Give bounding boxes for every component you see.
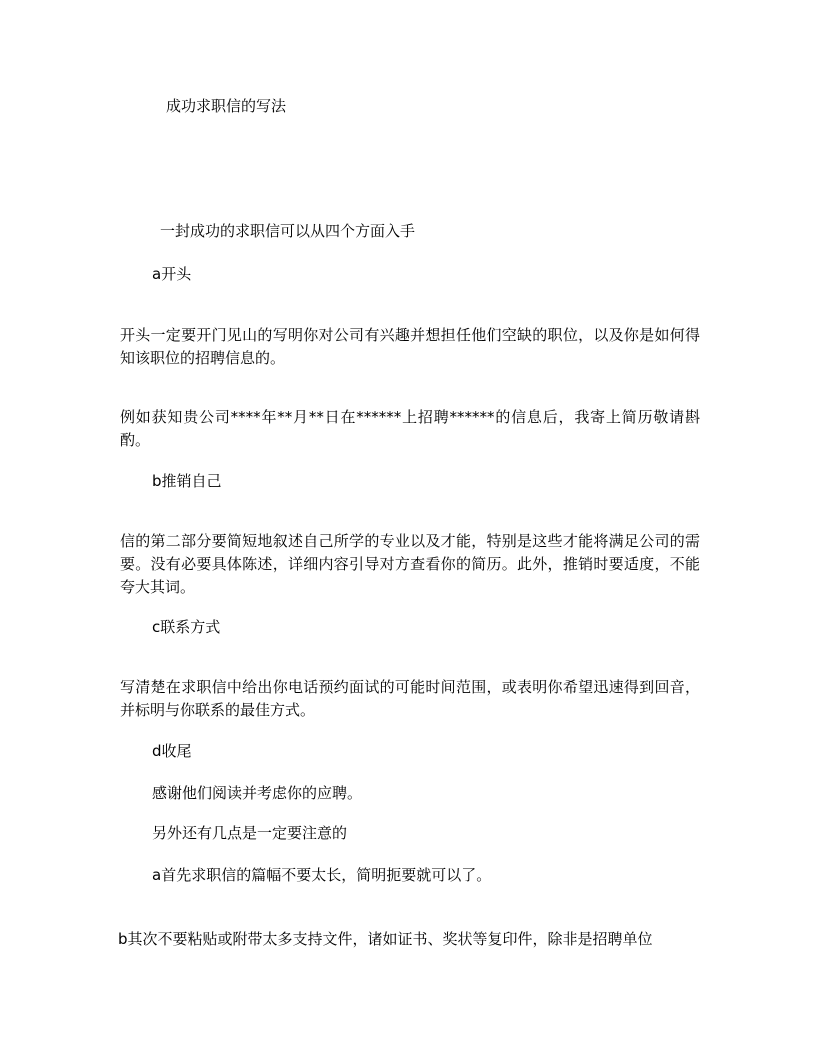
intro-line: 一封成功的求职信可以从四个方面入手 <box>160 222 416 240</box>
section-b-heading: b推销自己 <box>152 472 222 490</box>
section-a-paragraph-1: 开头一定要开门见山的写明你对公司有兴趣并想担任他们空缺的职位，以及你是如何得知该职位的招聘信息的。 <box>120 326 700 367</box>
document-title: 成功求职信的写法 <box>166 97 287 115</box>
section-d-paragraph-1: 感谢他们阅读并考虑你的应聘。 <box>152 784 363 802</box>
notes-heading: 另外还有几点是一定要注意的 <box>152 824 348 842</box>
section-c-paragraph-1: 写清楚在求职信中给出你电话预约面试的可能时间范围，或表明你希望迅速得到回音，并标明与你联系的最佳方式。 <box>120 678 700 719</box>
notes-item-b: b其次不要粘贴或附带太多支持文件，诸如证书、奖状等复印件，除非是招聘单位 <box>118 930 653 948</box>
section-a-paragraph-2: 例如获知贵公司****年**月**日在******上招聘******的信息后，我寄上简历敬请斟酌。 <box>120 408 700 449</box>
section-d-heading: d收尾 <box>152 742 192 760</box>
section-a-heading: a开头 <box>152 265 192 283</box>
section-c-heading: c联系方式 <box>152 618 221 636</box>
notes-item-a: a首先求职信的篇幅不要太长，简明扼要就可以了。 <box>152 866 492 884</box>
section-b-paragraph-1: 信的第二部分要简短地叙述自己所学的专业以及才能，特别是这些才能将满足公司的需要。没有必要具体陈述，详细内容引导对方查看你的简历。此外，推销时要适度，不能夸大其词。 <box>120 532 700 596</box>
